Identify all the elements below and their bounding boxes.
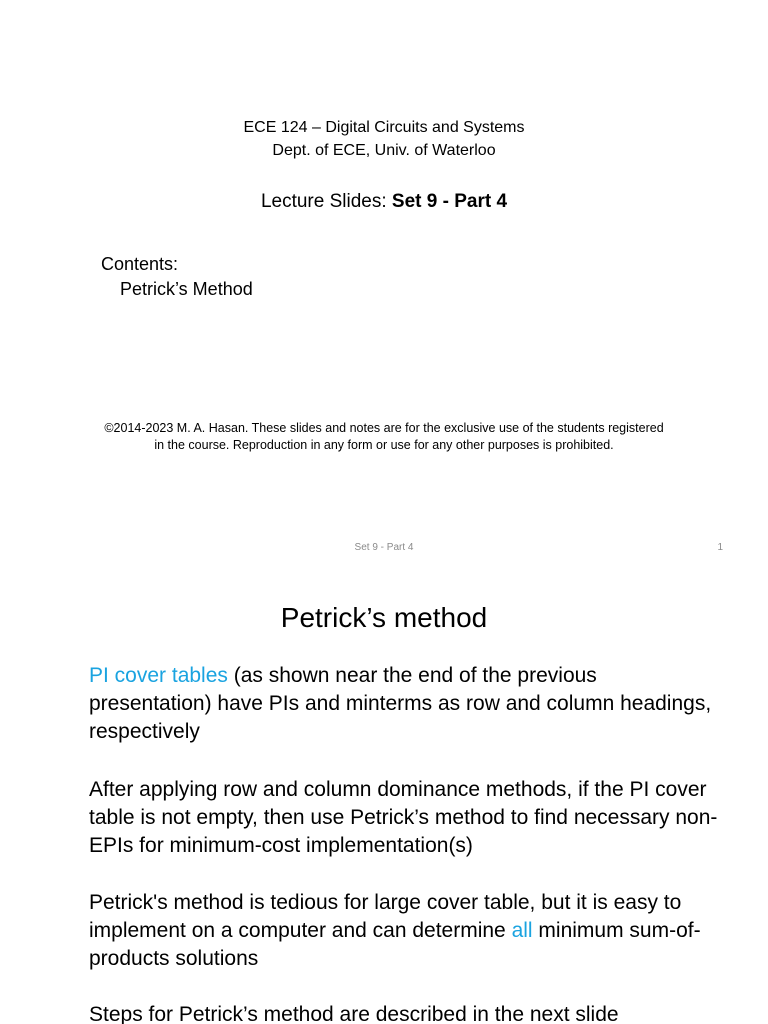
paragraph-dominance: After applying row and column dominance methods, if the PI cover table is not empty, then use Petrick’s method to find necessary non-EPIs for minimum-cost implementation(s)	[89, 778, 718, 857]
course-title: ECE 124 – Digital Circuits and Systems	[243, 119, 525, 136]
paragraph-3-text-a: Petrick's method is tedious for large cover table, but it is easy to implement on a computer and can determine	[89, 891, 682, 942]
slide-heading: Petrick’s method	[280, 602, 488, 633]
page-number: 1	[717, 542, 723, 553]
highlight-pi-cover-tables: PI cover tables	[89, 664, 228, 687]
lecture-prefix: Lecture Slides:	[260, 191, 392, 212]
content-slide	[0, 568, 768, 1024]
lecture-set: Set 9 - Part 4	[391, 191, 508, 212]
paragraph-tedious	[89, 889, 719, 973]
slide-footer: Set 9 - Part 4	[354, 542, 414, 553]
department-line: Dept. of ECE, Univ. of Waterloo	[272, 142, 496, 159]
copyright-line-1: ©2014-2023 M. A. Hasan. These slides and notes are for the exclusive use of the students registered	[104, 421, 664, 435]
paragraph-3-text-b: minimum sum-of-products solutions	[89, 919, 701, 970]
lecture-title	[0, 191, 768, 213]
copyright-notice	[0, 420, 768, 454]
paragraph-1-text: (as shown near the end of the previous presentation) have PIs and minterms as row and column headings, respectively	[89, 664, 712, 743]
highlight-all: all	[511, 919, 533, 942]
contents-item: Petrick’s Method	[120, 279, 253, 299]
paragraph-pi-cover-tables	[89, 662, 719, 746]
paragraph-steps: Steps for Petrick’s method are described in the next slide	[89, 1003, 619, 1024]
contents-label: Contents:	[101, 254, 179, 274]
copyright-line-2: in the course. Reproduction in any form or use for any other purposes is prohibited.	[154, 438, 614, 452]
